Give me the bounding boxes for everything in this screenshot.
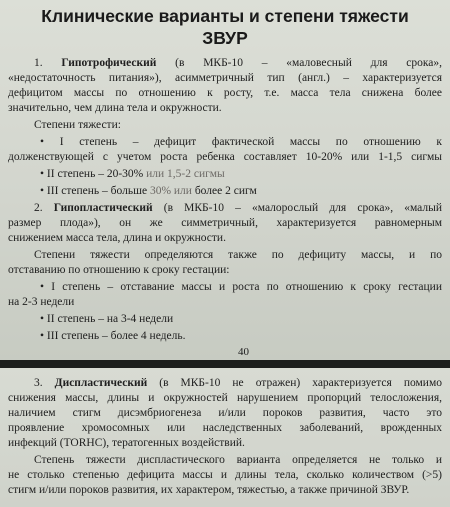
term-dysplastic: Диспластический: [54, 377, 148, 389]
paragraph-line: стигм и/или пороков развития, их характером, тяжестью, а также причиной ЗВУР.: [8, 484, 410, 496]
item-number: 3.: [34, 377, 43, 389]
paragraph-line: наличием стигм дисэмбриогенеза и/или пороков развития, часто это: [8, 407, 442, 419]
faded-text: или 1,5-2 сигмы: [143, 168, 225, 180]
severity-degree-3: [40, 184, 442, 199]
text-span: (в МКБ-10 не отражен) характеризуется помимо: [159, 377, 442, 389]
text-span: III степень – больше: [46, 185, 148, 197]
page-title-line1: Клинические варианты и степени тяжести: [41, 6, 409, 26]
paragraph-line: Степени тяжести определяются также по дефициту массы, и по: [34, 249, 442, 261]
faded-text: 30% или: [147, 185, 192, 197]
text-span: более 2 сигм: [191, 185, 257, 197]
paragraph-line: «недостаточность питания»), асимметричный тип (англ.) – характеризуется: [8, 72, 442, 84]
text-span: (в МКБ-10 – «малорослый для срока», «малый: [163, 202, 442, 214]
paragraph-hypotrophic-line1: [34, 56, 442, 71]
paragraph-line: дефицитом массы по отношению к росту, т.е. масса тела снижена более: [8, 87, 442, 99]
paragraph-line: отставанию по отношению к сроку гестации:: [8, 264, 230, 276]
page-title-line2: ЗВУР: [202, 28, 248, 48]
paragraph-line: Степень тяжести диспластического варианта определяется не только и: [34, 454, 442, 466]
paragraph-line: снижением масса тела, длина и окружности.: [8, 232, 226, 244]
delay-degree-1-line2: на 2-3 недели: [8, 296, 75, 308]
text-span: (в МКБ-10 – «маловесный для срока»,: [175, 57, 442, 69]
delay-degree-1-line1: • I степень – отставание массы и роста по отношению к сроку гестации: [40, 280, 442, 295]
page-number: 40: [238, 346, 249, 358]
severity-heading: Степени тяжести:: [34, 119, 121, 131]
paragraph-line: снижения массы, длины и окружностей нарушением пропорций телосложения,: [8, 392, 442, 404]
book-page-bottom: [0, 368, 450, 507]
severity-degree-2: [40, 167, 442, 182]
paragraph-line: значительно, чем длина тела и окружности.: [8, 102, 222, 114]
paragraph-dysplastic-line1: [34, 376, 442, 391]
paragraph-hypoplastic-line1: [34, 201, 442, 216]
paragraph-line: не столько степенью дефицита массы и длины тела, сколько количеством (>5): [8, 469, 442, 481]
term-hypoplastic: Гипопластический: [53, 202, 153, 214]
item-number: 2.: [34, 202, 43, 214]
delay-degree-3: • III степень – более 4 недель.: [40, 329, 442, 344]
delay-degree-2: • II степень – на 3-4 недели: [40, 312, 442, 327]
term-hypotrophic: Гипотрофический: [61, 57, 157, 69]
paragraph-line: проявление хромосомных или наследственных заболеваний, врожденных: [8, 422, 442, 434]
paragraph-line: размер плода»), он же симметричный, характеризуется равномерным: [8, 217, 442, 229]
severity-degree-1-line1: • I степень – дефицит фактической массы по отношению к: [40, 135, 442, 150]
severity-degree-1-line2: долженствующей с учетом роста ребенка составляет 10-20% или 1-1,5 сигмы: [8, 151, 442, 163]
paragraph-line: инфекций (TORHC), тератогенных воздействий.: [8, 437, 245, 449]
item-number: 1.: [34, 57, 43, 69]
text-span: II степень – 20-30%: [46, 168, 144, 180]
